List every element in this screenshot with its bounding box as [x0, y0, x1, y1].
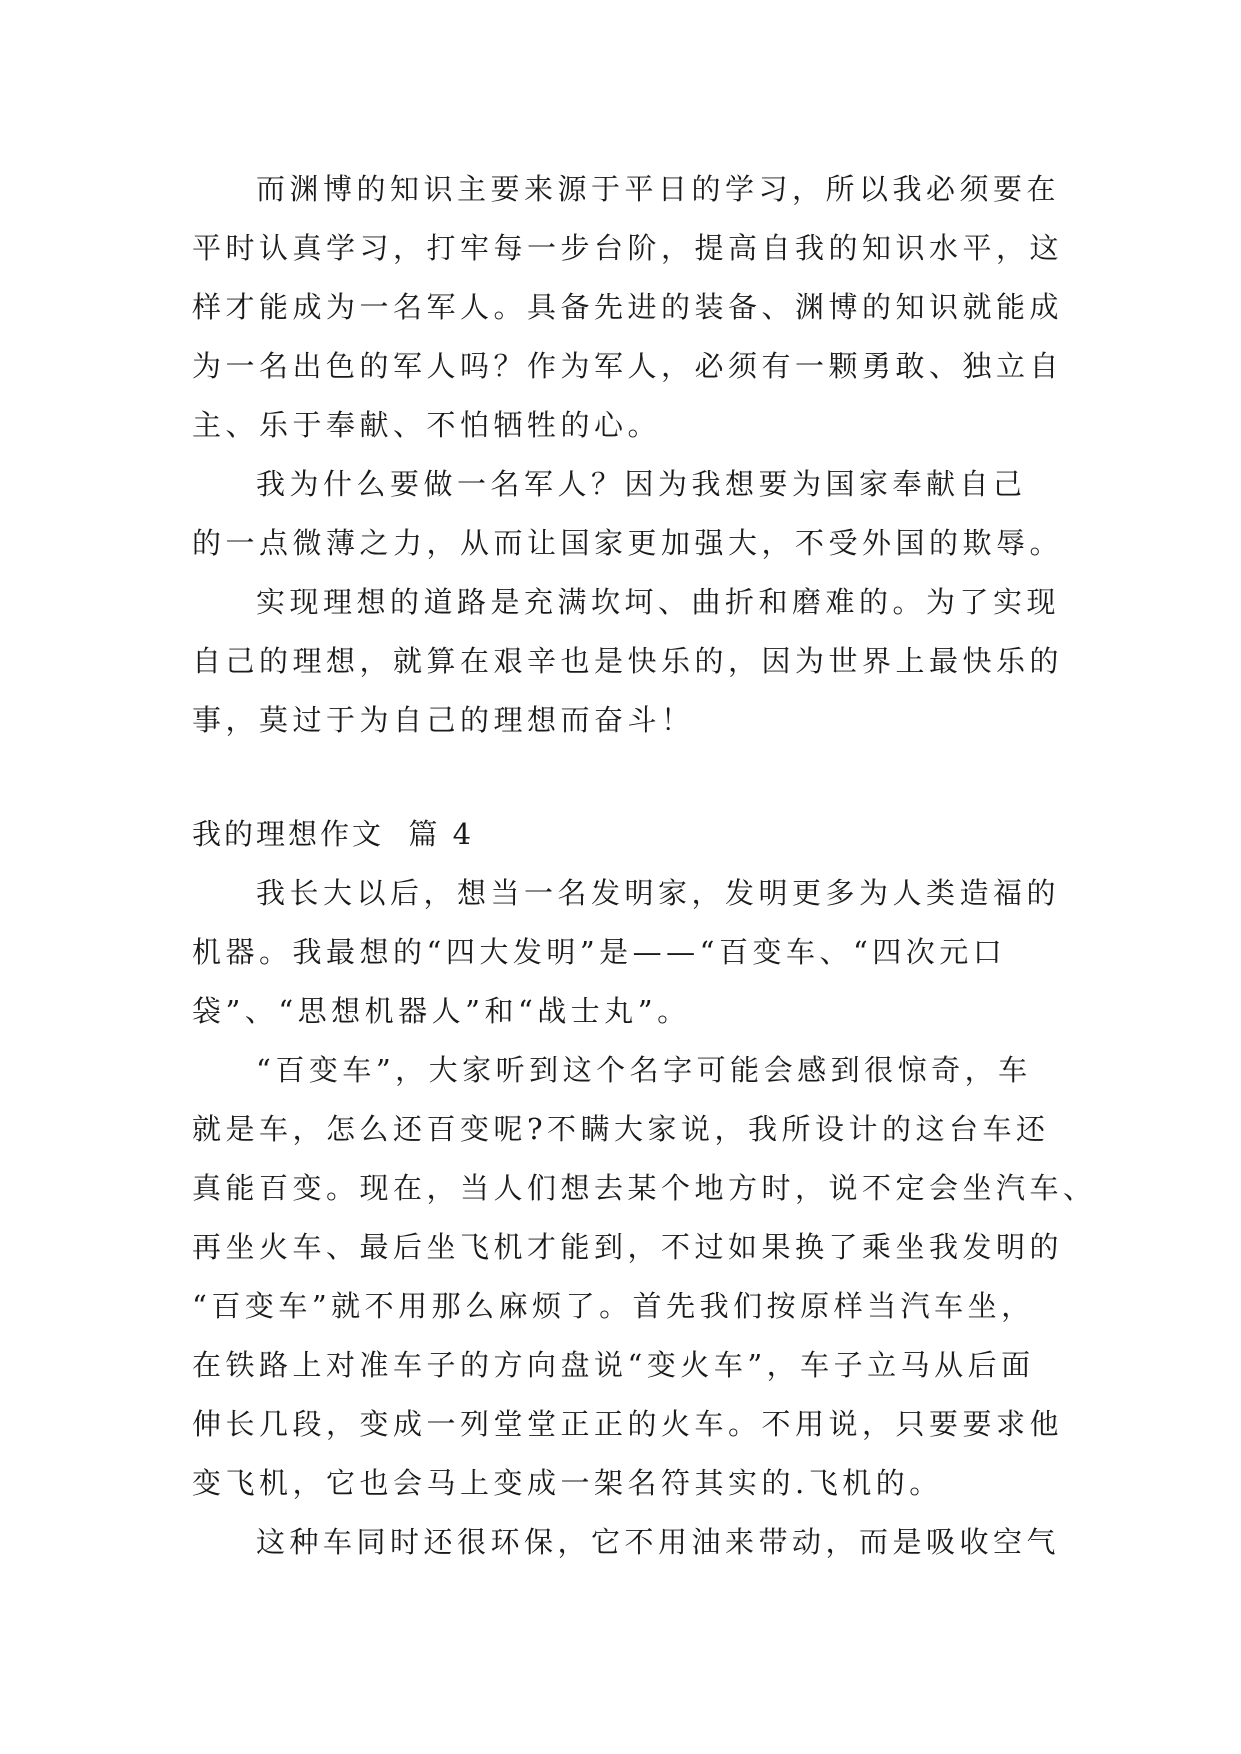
text-line: “百变车”就不用那么麻烦了。首先我们按原样当汽车坐，: [192, 1289, 1035, 1323]
paragraph: [192, 160, 1062, 455]
text-line: 袋”、“思想机器人”和“战士丸”。: [192, 994, 691, 1028]
text-line: 而渊博的知识主要来源于平日的学习，所以我必须要在: [256, 172, 1061, 206]
text-line: 实现理想的道路是充满坎坷、曲折和磨难的。为了实现: [256, 585, 1061, 619]
text-line: 真能百变。现在，当人们想去某个地方时，说不定会坐汽车、: [192, 1171, 1097, 1205]
text-line: “百变车”，大家听到这个名字可能会感到很惊奇，车: [256, 1053, 1032, 1087]
text-line: 自己的理想，就算在艰辛也是快乐的，因为世界上最快乐的: [192, 644, 1064, 678]
section-title: 我的理想作文 篇 4: [192, 817, 475, 851]
text-line: 我为什么要做一名军人？因为我想要为国家奉献自己: [256, 467, 1027, 501]
text-line: 这种车同时还很环保，它不用油来带动，而是吸收空气: [256, 1525, 1061, 1559]
text-line: 在铁路上对准车子的方向盘说“变火车”，车子立马从后面: [192, 1348, 1035, 1382]
text-line: 就是车，怎么还百变呢?不瞒大家说，我所设计的这台车还: [192, 1112, 1050, 1146]
text-line: 的一点微薄之力，从而让国家更加强大，不受外国的欺辱。: [192, 526, 1064, 560]
text-line: 机器。我最想的“四大发明”是——“百变车、“四次元口: [192, 935, 1007, 969]
text-line: 变飞机，它也会马上变成一架名符其实的.飞机的。: [192, 1466, 943, 1500]
text-line: 为一名出色的军人吗？作为军人，必须有一颗勇敢、独立自: [192, 349, 1064, 383]
text-line: 再坐火车、最后坐飞机才能到，不过如果换了乘坐我发明的: [192, 1230, 1064, 1264]
text-line: 事，莫过于为自己的理想而奋斗！: [192, 703, 695, 737]
text-line: 平时认真学习，打牢每一步台阶，提高自我的知识水平，这: [192, 231, 1064, 265]
document-body: [192, 160, 1097, 1572]
text-line: 我长大以后，想当一名发明家，发明更多为人类造福的: [256, 876, 1061, 910]
paragraph: [192, 864, 1062, 1041]
text-line: 主、乐于奉献、不怕牺牲的心。: [192, 408, 662, 442]
text-line: 样才能成为一名军人。具备先进的装备、渊博的知识就能成: [192, 290, 1064, 324]
text-line: 伸长几段，变成一列堂堂正正的火车。不用说，只要要求他: [192, 1407, 1064, 1441]
paragraph: [192, 455, 1062, 573]
paragraph: [192, 573, 1062, 750]
paragraph: [192, 1041, 1097, 1513]
paragraph: [192, 1513, 1062, 1572]
